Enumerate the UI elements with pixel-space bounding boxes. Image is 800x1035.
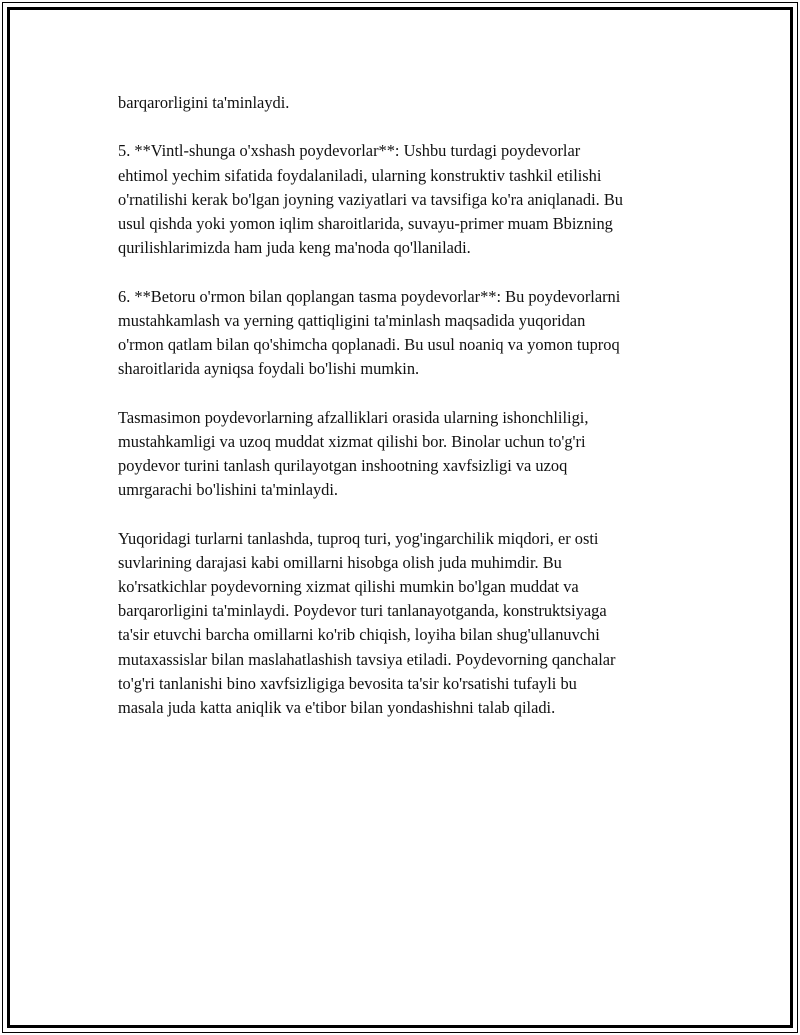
paragraph-continuation: barqarorligini ta'minlaydi. xyxy=(118,93,290,112)
paragraph-item-5: 5. **Vintl-shunga o'xshash poydevorlar**: Ushbu turdagi poydevorlar ehtimol yechim sifatida foydalaniladi, ularning konstruktiv tashkil etilishi o'rnatilishi kerak bo'lgan joyning vaziyatlari va tavsifiga ko'ra aniqlanadi. Bu usul qishda yoki yomon iqlim sharoitlarida, suvayu-primer muam Bbizning qurilishlarimizda ham juda keng ma'noda qo'llaniladi. xyxy=(118,141,623,258)
paragraph-advantages: Tasmasimon poydevorlarning afzalliklari orasida ularning ishonchliligi, mustahkamligi va uzoq muddat xizmat qilishi bor. Binolar uchun to'g'ri poydevor turini tanlash qurilayotgan inshootning xavfsizligi va uzoq umrgarachi bo'lishini ta'minlaydi. xyxy=(118,407,589,500)
document-body xyxy=(118,91,678,744)
paragraph-item-6: 6. **Betoru o'rmon bilan qoplangan tasma poydevorlar**: Bu poydevorlarni mustahkamlash va yerning qattiqligini ta'minlash maqsadida yuqoridan o'rmon qatlam bilan qo'shimcha qoplanadi. Bu usul noaniq va yomon tuproq sharoitlarida ayniqsa foydali bo'lishi mumkin. xyxy=(118,286,621,379)
paragraph-conclusion: Yuqoridagi turlarni tanlashda, tuproq turi, yog'ingarchilik miqdori, er osti suvlarining darajasi kabi omillarni hisobga olish juda muhimdir. Bu ko'rsatkichlar poydevorning xizmat qilishi mumkin bo'lgan muddat va barqarorligini ta'minlaydi. Poydevor turi tanlanayotganda, konstruktsiyaga ta'sir etuvchi barcha omillarni ko'rib chiqish, loyiha bilan shug'ullanuvchi mutaxassislar bilan maslahatlashish tavsiya etiladi. Poydevorning qanchalar to'g'ri tanlanishi bino xavfsizligiga bevosita ta'sir ko'rsatishi tufayli bu masala juda katta aniqlik va e'tibor bilan yondashishni talab qiladi. xyxy=(118,528,616,718)
